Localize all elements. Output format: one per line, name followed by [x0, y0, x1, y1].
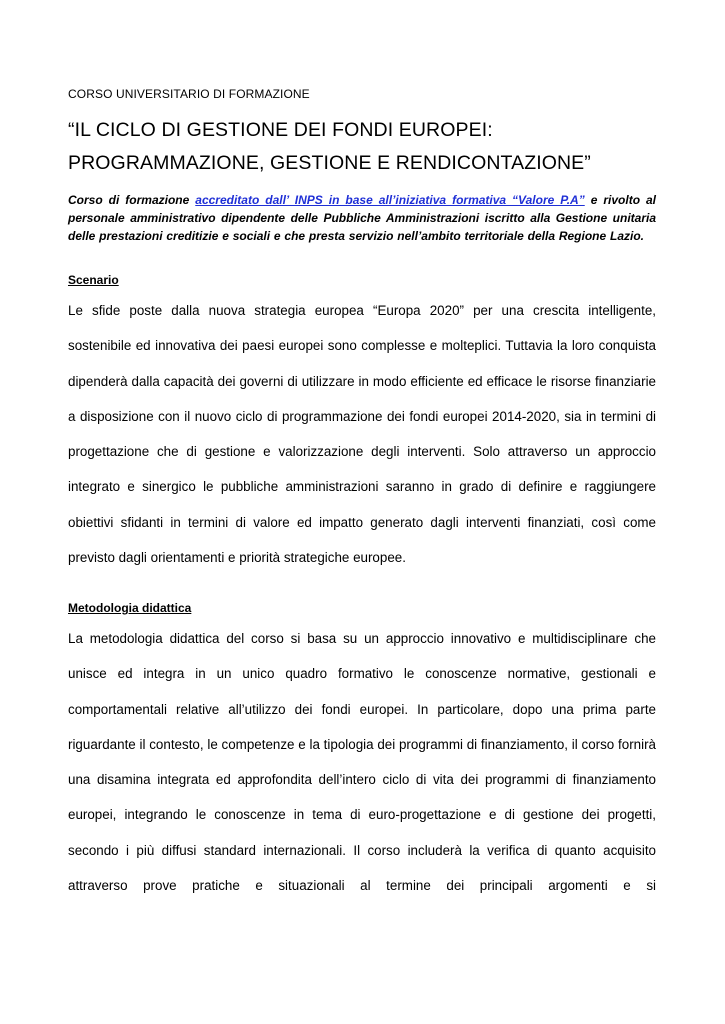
page-title: “IL CICLO DI GESTIONE DEI FONDI EUROPEI: PROGRAMMAZIONE, GESTIONE E RENDICONTAZIONE” [68, 119, 591, 174]
section-heading-scenario: Scenario [68, 273, 119, 287]
intro-text-after-link: e rivolto al personale amministrativo dipendente delle Pubbliche Amministrazioni iscritto alla Gestione unitaria delle prestazioni creditizie e sociali e che presta servizio nell’ambito territoriale della Regione Lazio. [68, 193, 657, 243]
section-heading-metodologia: Metodologia didattica [68, 601, 192, 615]
section-text-metodologia: La metodologia didattica del corso si basa su un approccio innovativo e multidisciplinare che unisce ed integra in un unico quadro formativo le conoscenze normative, gestionali e comportamentali relative all’utilizzo dei fondi europei. In particolare, dopo una prima parte riguardante il contesto, le competenze e la tipologia dei programmi di finanziamento, il corso fornirà una disamina integrata ed approfondita dell’intero ciclo di vita dei programmi di finanziamento europei, integrando le conoscenze in tema di euro-progettazione e di gestione dei progetti, secondo i più diffusi standard internazionali. Il corso includerà la verifica di quanto acquisito attraverso prove pratiche e situazionali al termine dei principali argomenti e si [68, 631, 656, 894]
intro-text-before-link: Corso di formazione [68, 193, 196, 207]
intro-paragraph [68, 191, 656, 245]
section-text-scenario: Le sfide poste dalla nuova strategia europea “Europa 2020” per una crescita intelligente, sostenibile ed innovativa dei paesi europei sono complesse e molteplici. Tuttavia la loro conquista dipenderà dalla capacità dei governi di utilizzare in modo efficiente ed efficace le risorse finanziarie a disposizione con il nuovo ciclo di programmazione dei fondi europei 2014-2020, sia in termini di progettazione che di gestione e valorizzazione degli interventi. Solo attraverso un approccio integrato e sinergico le pubbliche amministrazioni saranno in grado di definire e raggiungere obiettivi sfidanti in termini di valore ed impatto generato dagli interventi finanziati, così come previsto dagli orientamenti e priorità strategiche europee. [68, 303, 656, 566]
inps-accreditation-link[interactable]: accreditato dall’ INPS in base all’iniziativa formativa “Valore P.A” [195, 193, 585, 207]
course-kicker: CORSO UNIVERSITARIO DI FORMAZIONE [68, 87, 310, 101]
